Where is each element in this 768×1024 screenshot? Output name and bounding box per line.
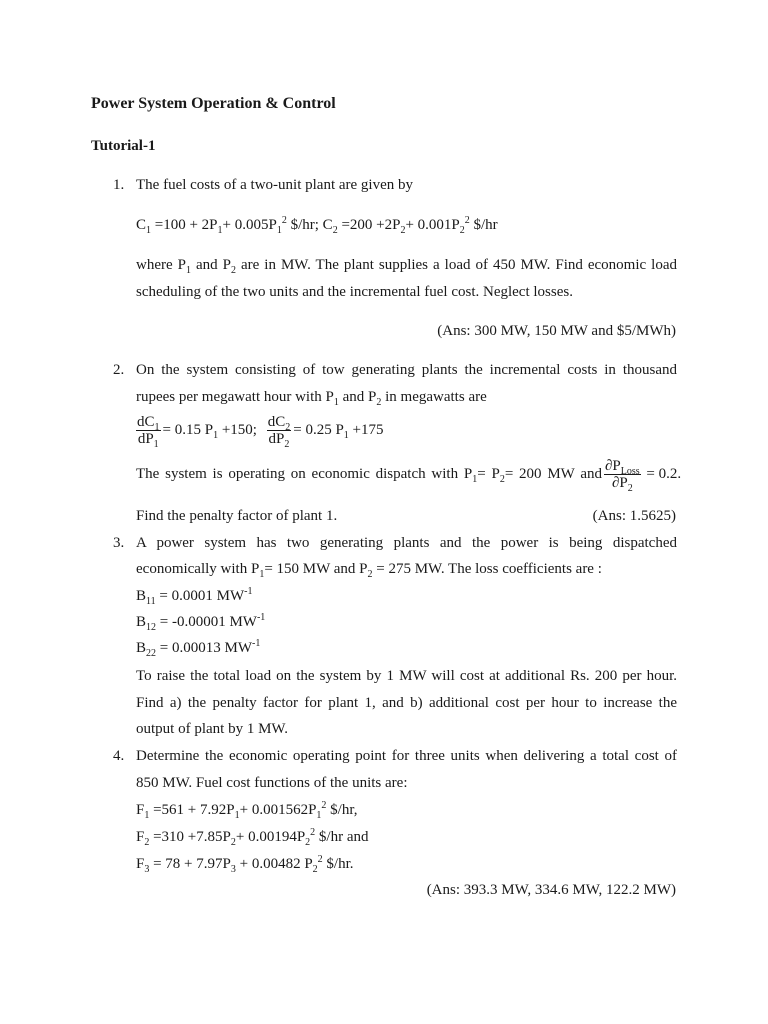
page-subtitle: Tutorial-1	[91, 138, 156, 154]
equation-cost-functions: $C_1 =100 + 2P_1+ 0.005P_1^2$ $/hr; $C_2 =200 +2P_2+ 0.001P_2^2$ $/hr	[136, 215, 498, 236]
equation-incremental-costs: $\frac{dC_1}{dP_1}$ = 0.15 $P_1 +150$; $\frac{dC_2}{dP_2}$ = 0.25 $P_1 +175$	[137, 414, 384, 450]
question-text: 850 MW. Fuel cost functions of the units are:	[136, 775, 408, 791]
question-number: 2.	[113, 362, 125, 378]
question-number: 3.	[113, 535, 125, 551]
answer: (Ans: 300 MW, 150 MW and $5/MWh)	[437, 323, 676, 339]
fuel-cost-f1: $F_1 =561 + 7.92P_1+ 0.001562P_1^2$ $/hr,	[136, 800, 358, 821]
fuel-cost-f2: $F_2 =310 +7.85P_2+ 0.00194P_2^2$ $/hr and	[136, 827, 369, 848]
question-text: The fuel costs of a two-unit plant are given by	[136, 177, 414, 193]
answer: (Ans: 1.5625)	[592, 508, 676, 524]
fuel-cost-f3: $F_3 = 78 + 7.97P_3 + 0.00482$ $P_2^2$ $/hr.	[136, 854, 354, 875]
answer: (Ans: 393.3 MW, 334.6 MW, 122.2 MW)	[426, 882, 676, 898]
loss-coefficient-b12: $B_{12} = -0.00001$ $MW^{-1}$	[136, 612, 266, 633]
question-number: 1.	[113, 177, 125, 193]
question-text: rupees per megawatt hour with $P_1$ and $P_2$ in megawatts are	[136, 389, 487, 408]
question-text: Find the penalty factor of plant 1.	[136, 508, 338, 524]
question-text: A power system has two generating plants and the power is being dispatched	[136, 535, 677, 551]
loss-coefficient-b22: $B_{22} = 0.00013$ $MW^{-1}$	[136, 638, 261, 659]
question-text: On the system consisting of tow generating plants the incremental costs in thousand	[136, 362, 677, 378]
question-text: The system is operating on economic dispatch with $P_1= P_2= 200$ MW and $\frac{\partial P_{Loss}}{\partial P_2}$ = 0.2.	[136, 458, 682, 494]
question-text: economically with $P_1= 150$ MW and $P_2 = 275$ MW. The loss coefficients are :	[136, 561, 602, 580]
question-number: 4.	[113, 748, 125, 764]
question-text: scheduling of the two units and the incremental fuel cost. Neglect losses.	[136, 284, 573, 300]
question-text: output of plant by 1 MW.	[136, 721, 288, 737]
page-title: Power System Operation & Control	[91, 95, 336, 112]
question-text: Find a) the penalty factor for plant 1, and b) additional cost per hour to increase the	[136, 695, 677, 711]
question-text: Determine the economic operating point for three units when delivering a total cost of	[136, 748, 677, 764]
question-text: where $P_1$ and $P_2$ are in MW. The plant supplies a load of 450 MW. Find economic load	[136, 257, 677, 276]
question-text: To raise the total load on the system by 1 MW will cost at additional Rs. 200 per hour.	[136, 668, 677, 684]
loss-coefficient-b11: $B_{11} = 0.0001$ $MW^{-1}$	[136, 586, 253, 607]
